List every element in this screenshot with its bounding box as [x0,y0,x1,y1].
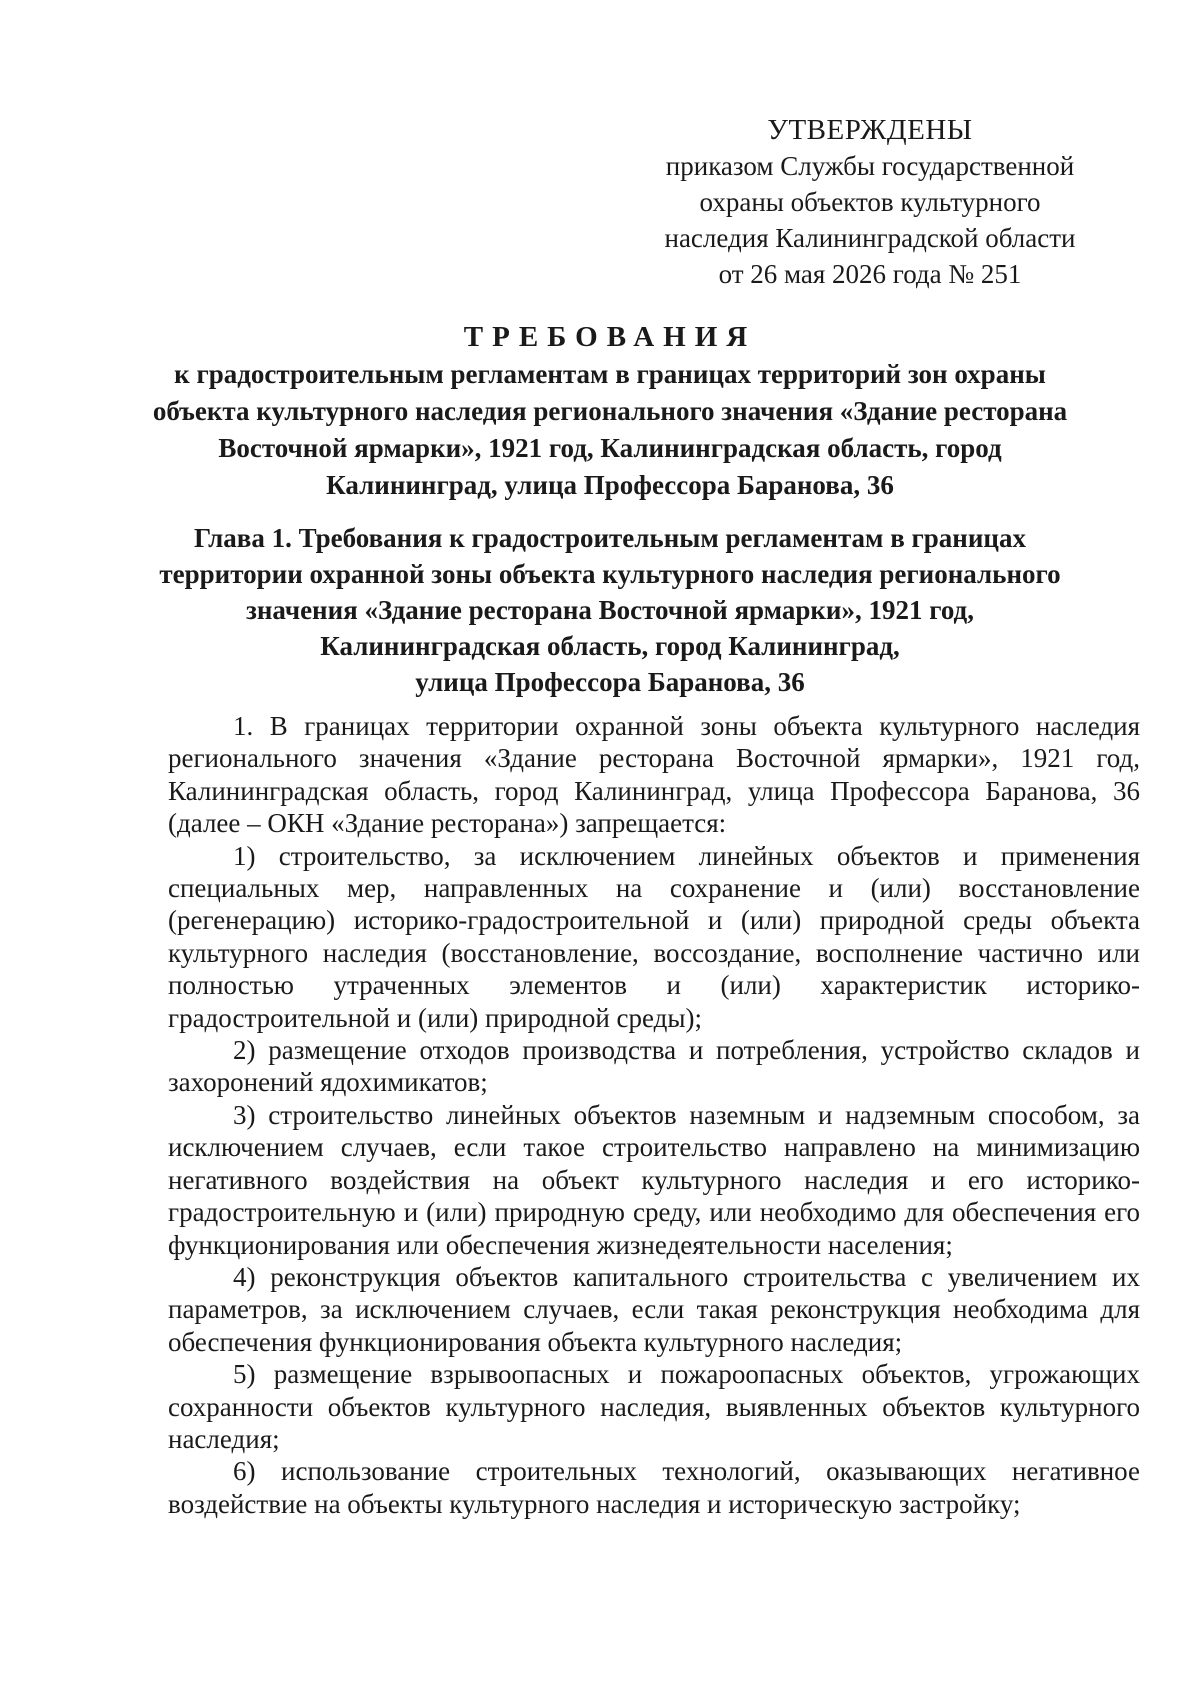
list-item-5: 5) размещение взрывоопасных и пожароопасных объектов, угрожающих сохранности объектов культурного наследия, выявленных объектов культурного наследия; [168,1359,1140,1454]
chapter-line: Глава 1. Требования к градостроительным регламентам в границах [194,523,1026,553]
approval-line: приказом Службы государственной [665,151,1075,181]
list-item-4: 4) реконструкция объектов капитального строительства с увеличением их параметров, за исключением случаев, если такая реконструкция необходима для обеспечения функционирования объекта культурного наследия; [168,1261,1140,1357]
approval-heading: УТВЕРЖДЕНЫ [767,114,973,146]
document-body [168,710,1140,1520]
title-line: Восточной ярмарки», 1921 год, Калининградская область, город [218,433,1002,463]
approval-line: охраны объектов культурного [699,187,1041,217]
chapter-line: Калининградская область, город Калининград, [320,631,900,661]
chapter-line: улица Профессора Баранова, 36 [415,667,805,697]
approval-date-line: от 26 мая 2026 года № 251 [718,259,1022,289]
title-line: Калининград, улица Профессора Баранова, 36 [326,470,894,500]
list-item-6: 6) использование строительных технологий, оказывающих негативное воздействие на объекты культурного наследия и историческую застройку; [168,1456,1140,1519]
list-item-3: 3) строительство линейных объектов наземным и надземным способом, за исключением случаев, если такое строительство направлено на минимизацию негативного воздействия на объект культурного наследия и его историко-градостроительную и (или) природную среду, или необходимо для обеспечения его функционирования или обеспечения жизнедеятельности населения; [168,1099,1140,1260]
title-line: объекта культурного наследия регионального значения «Здание ресторана [152,396,1068,426]
list-item-2: 2) размещение отходов производства и потребления, устройство складов и захоронений ядохимикатов; [168,1035,1140,1098]
chapter-heading [130,520,1090,700]
paragraph-1: 1. В границах территории охранной зоны объекта культурного наследия регионального значения «Здание ресторана Восточной ярмарки», 1921 год, Калининградская область, город Калининград, улица Профессора Баранова, 36 (далее – ОКН «Здание ресторана») запрещается: [168,711,1140,839]
document-title [130,318,1090,504]
approval-line: наследия Калининградской области [664,223,1076,253]
chapter-line: территории охранной зоны объекта культурного наследия регионального [159,559,1061,589]
list-item-1: 1) строительство, за исключением линейных объектов и применения специальных мер, направленных на сохранение и (или) восстановление (регенерацию) историко-градостроительной и (или) природной среды объекта культурного наследия (восстановление, воссоздание, восполнение частично или полностью утраченных элементов и (или) характеристик историко-градостроительной и (или) природной среды); [168,840,1140,1033]
chapter-line: значения «Здание ресторана Восточной ярмарки», 1921 год, [246,595,974,625]
title-line: к градостроительным регламентам в границах территорий зон охраны [174,359,1046,389]
title-word: ТРЕБОВАНИЯ [463,321,757,353]
approval-stamp [640,112,1100,292]
